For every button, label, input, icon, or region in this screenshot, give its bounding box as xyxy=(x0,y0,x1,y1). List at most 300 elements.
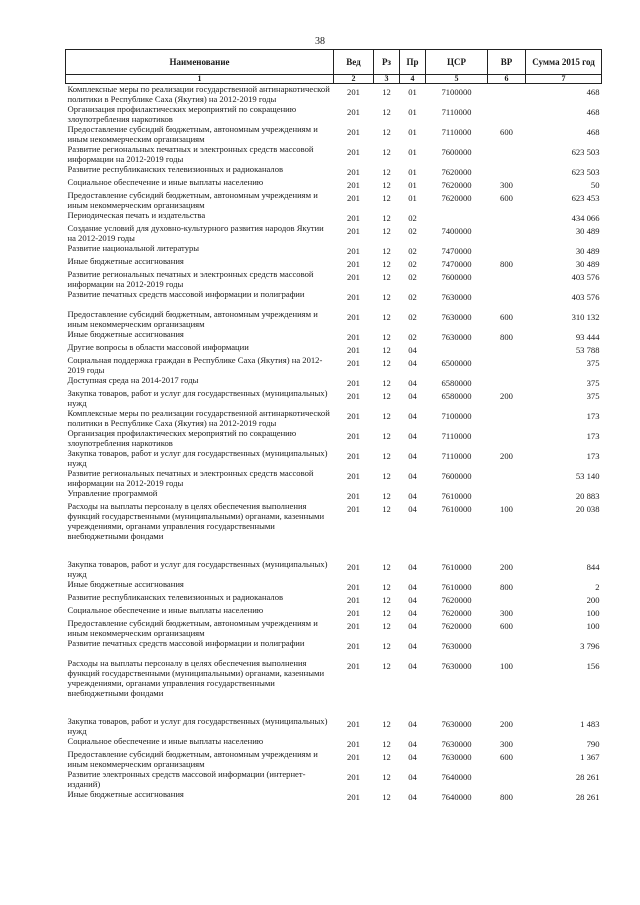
row-sum: 468 xyxy=(586,107,600,117)
row-vr xyxy=(488,243,526,256)
column-number: 7 xyxy=(526,75,602,84)
row-csr: 7400000 xyxy=(441,226,472,236)
table-row xyxy=(66,716,602,736)
row-rz: 12 xyxy=(382,451,391,461)
row-name: Развитие электронных средств массовой информации (интернет-изданий) xyxy=(67,769,306,789)
row-pr: 04 xyxy=(408,595,417,605)
row-sum: 53 140 xyxy=(575,471,600,481)
row-csr: 6580000 xyxy=(441,391,472,401)
row-sum: 375 xyxy=(586,391,600,401)
row-rz: 12 xyxy=(382,193,391,203)
row-pr: 04 xyxy=(408,608,417,618)
row-ved: 201 xyxy=(347,451,360,461)
row-vr xyxy=(488,428,526,448)
row-sum: 100 xyxy=(586,621,600,631)
row-vr: 200 xyxy=(500,719,513,729)
row-sum: 2 xyxy=(595,582,600,592)
row-rz: 12 xyxy=(382,504,391,514)
table-row xyxy=(66,289,602,309)
row-ved: 201 xyxy=(347,562,360,572)
row-csr xyxy=(426,342,488,355)
row-name: Развитие республиканских телевизионных и радиоканалов xyxy=(67,164,284,174)
row-csr: 7610000 xyxy=(441,562,472,572)
row-vr: 800 xyxy=(500,582,513,592)
row-vr xyxy=(488,355,526,375)
row-rz: 12 xyxy=(382,719,391,729)
row-csr: 6580000 xyxy=(441,378,472,388)
row-ved: 201 xyxy=(347,792,360,802)
row-pr: 04 xyxy=(408,641,417,651)
row-rz: 12 xyxy=(382,213,391,223)
table-row xyxy=(66,329,602,342)
row-name: Создание условий для духовно-культурного развития народов Якутии на 2012-2019 годы xyxy=(67,223,324,243)
row-name: Периодическая печать и издательства xyxy=(67,210,206,220)
column-number: 1 xyxy=(66,75,334,84)
table-row xyxy=(66,501,602,559)
row-vr xyxy=(488,210,526,223)
table-row xyxy=(66,164,602,177)
row-csr: 7100000 xyxy=(441,411,472,421)
row-pr: 01 xyxy=(408,180,417,190)
row-ved: 201 xyxy=(347,504,360,514)
row-csr: 7630000 xyxy=(441,661,472,671)
row-csr: 7620000 xyxy=(441,167,472,177)
row-vr: 600 xyxy=(500,193,513,203)
row-rz: 12 xyxy=(382,582,391,592)
column-number: 5 xyxy=(426,75,488,84)
row-ved: 201 xyxy=(347,272,360,282)
row-csr: 7630000 xyxy=(441,719,472,729)
table-header-row xyxy=(66,50,602,75)
row-pr: 02 xyxy=(408,246,417,256)
row-pr: 04 xyxy=(408,471,417,481)
row-csr: 7600000 xyxy=(441,471,472,481)
table-row xyxy=(66,638,602,658)
header-rz: Рз xyxy=(374,50,400,75)
table-row xyxy=(66,488,602,501)
table-row xyxy=(66,388,602,408)
row-sum: 100 xyxy=(586,608,600,618)
row-ved: 201 xyxy=(347,391,360,401)
row-name: Развитие национальной литературы xyxy=(67,243,200,253)
row-sum: 623 453 xyxy=(571,193,600,203)
row-rz: 12 xyxy=(382,595,391,605)
row-sum: 3 796 xyxy=(580,641,600,651)
row-name: Управление программой xyxy=(67,488,158,498)
row-sum: 468 xyxy=(586,127,600,137)
row-vr: 200 xyxy=(500,451,513,461)
row-ved: 201 xyxy=(347,358,360,368)
row-pr: 04 xyxy=(408,431,417,441)
row-vr: 600 xyxy=(500,312,513,322)
row-ved: 201 xyxy=(347,193,360,203)
column-number: 3 xyxy=(374,75,400,84)
row-csr: 7110000 xyxy=(441,127,472,137)
row-pr: 01 xyxy=(408,127,417,137)
budget-table xyxy=(65,49,602,802)
row-rz: 12 xyxy=(382,332,391,342)
row-ved: 201 xyxy=(347,772,360,782)
row-ved: 201 xyxy=(347,641,360,651)
row-ved: 201 xyxy=(347,608,360,618)
row-pr: 04 xyxy=(408,391,417,401)
row-csr: 7630000 xyxy=(441,292,472,302)
row-rz: 12 xyxy=(382,431,391,441)
row-csr: 6500000 xyxy=(441,358,472,368)
table-body xyxy=(66,84,602,803)
row-ved: 201 xyxy=(347,226,360,236)
table-row xyxy=(66,448,602,468)
row-vr xyxy=(488,342,526,355)
row-vr xyxy=(488,592,526,605)
row-sum: 28 261 xyxy=(575,792,600,802)
row-ved: 201 xyxy=(347,431,360,441)
row-sum: 844 xyxy=(586,562,600,572)
row-sum: 30 489 xyxy=(575,246,600,256)
row-vr xyxy=(488,375,526,388)
row-vr: 600 xyxy=(500,621,513,631)
row-name: Закупка товаров, работ и услуг для государственных (муниципальных) нужд xyxy=(67,388,328,408)
row-name: Развитие региональных печатных и электронных средств массовой информации на 2012-2019 годы xyxy=(67,468,314,488)
table-row xyxy=(66,104,602,124)
row-rz: 12 xyxy=(382,378,391,388)
row-name: Социальное обеспечение и иные выплаты населению xyxy=(67,177,264,187)
row-sum: 1 367 xyxy=(580,752,600,762)
row-pr: 01 xyxy=(408,107,417,117)
row-pr: 04 xyxy=(408,582,417,592)
column-number: 4 xyxy=(400,75,426,84)
row-ved: 201 xyxy=(347,127,360,137)
row-rz: 12 xyxy=(382,491,391,501)
table-row xyxy=(66,355,602,375)
row-csr: 7110000 xyxy=(441,431,472,441)
row-rz: 12 xyxy=(382,471,391,481)
row-sum: 434 066 xyxy=(571,213,600,223)
row-csr: 7470000 xyxy=(441,246,472,256)
header-ved: Вед xyxy=(334,50,374,75)
row-pr: 04 xyxy=(408,504,417,514)
row-csr: 7630000 xyxy=(441,739,472,749)
row-pr: 02 xyxy=(408,332,417,342)
row-sum: 310 132 xyxy=(571,312,600,322)
row-csr: 7620000 xyxy=(441,621,472,631)
row-pr: 02 xyxy=(408,292,417,302)
row-csr: 7600000 xyxy=(441,147,472,157)
row-vr: 200 xyxy=(500,562,513,572)
row-name: Предоставление субсидий бюджетным, автономным учреждениям и иным некоммерческим организациям xyxy=(67,309,318,329)
row-csr: 7640000 xyxy=(441,792,472,802)
row-csr: 7600000 xyxy=(441,272,472,282)
header-vr: ВР xyxy=(488,50,526,75)
row-ved: 201 xyxy=(347,471,360,481)
column-number: 2 xyxy=(334,75,374,84)
row-csr: 7610000 xyxy=(441,504,472,514)
row-name: Комплексные меры по реализации государственной антинаркотической политики в Республике Саха (Якутия) на 2012-2019 годы xyxy=(67,84,330,104)
row-pr: 04 xyxy=(408,752,417,762)
table-row xyxy=(66,256,602,269)
table-row xyxy=(66,658,602,716)
table-row xyxy=(66,309,602,329)
row-sum: 623 503 xyxy=(571,167,600,177)
row-pr: 02 xyxy=(408,312,417,322)
row-rz: 12 xyxy=(382,661,391,671)
row-vr: 100 xyxy=(500,504,513,514)
row-rz: 12 xyxy=(382,127,391,137)
table-row xyxy=(66,408,602,428)
row-name: Предоставление субсидий бюджетным, автономным учреждениям и иным некоммерческим организациям xyxy=(67,190,318,210)
row-name: Развитие печатных средств массовой информации и полиграфии xyxy=(67,289,305,299)
row-rz: 12 xyxy=(382,358,391,368)
row-ved: 201 xyxy=(347,582,360,592)
row-rz: 12 xyxy=(382,180,391,190)
row-name: Расходы на выплаты персоналу в целях обеспечения выполнения функций государственными (муниципальными) органами, казенными учреждениями, органами управления государственными внебюджетными фондами xyxy=(67,658,325,698)
row-sum: 20 883 xyxy=(575,491,600,501)
row-sum: 156 xyxy=(586,661,600,671)
row-name: Закупка товаров, работ и услуг для государственных (муниципальных) нужд xyxy=(67,448,328,468)
row-ved: 201 xyxy=(347,246,360,256)
row-rz: 12 xyxy=(382,312,391,322)
row-pr: 04 xyxy=(408,739,417,749)
table-row xyxy=(66,605,602,618)
table-row xyxy=(66,559,602,579)
row-rz: 12 xyxy=(382,107,391,117)
row-vr xyxy=(488,769,526,789)
row-sum: 173 xyxy=(586,411,600,421)
row-name: Иные бюджетные ассигнования xyxy=(67,579,184,589)
row-csr: 7470000 xyxy=(441,259,472,269)
row-pr: 04 xyxy=(408,772,417,782)
row-name: Социальное обеспечение и иные выплаты населению xyxy=(67,605,264,615)
row-name: Развитие региональных печатных и электронных средств массовой информации на 2012-2019 годы xyxy=(67,269,314,289)
row-pr: 04 xyxy=(408,378,417,388)
table-row xyxy=(66,84,602,105)
row-vr: 100 xyxy=(500,661,513,671)
table-row xyxy=(66,190,602,210)
row-pr: 01 xyxy=(408,87,417,97)
row-pr: 04 xyxy=(408,621,417,631)
row-ved: 201 xyxy=(347,378,360,388)
row-ved: 201 xyxy=(347,312,360,322)
table-row xyxy=(66,342,602,355)
row-sum: 28 261 xyxy=(575,772,600,782)
row-name: Закупка товаров, работ и услуг для государственных (муниципальных) нужд xyxy=(67,559,328,579)
row-csr: 7630000 xyxy=(441,332,472,342)
row-name: Социальная поддержка граждан в Республике Саха (Якутия) на 2012-2019 годы xyxy=(67,355,323,375)
row-ved: 201 xyxy=(347,107,360,117)
row-rz: 12 xyxy=(382,411,391,421)
table-row xyxy=(66,243,602,256)
row-ved: 201 xyxy=(347,147,360,157)
row-vr xyxy=(488,638,526,658)
row-rz: 12 xyxy=(382,752,391,762)
row-name: Предоставление субсидий бюджетным, автономным учреждениям и иным некоммерческим организациям xyxy=(67,124,318,144)
row-pr: 04 xyxy=(408,345,417,355)
row-name: Предоставление субсидий бюджетным, автономным учреждениям и иным некоммерческим организациям xyxy=(67,749,318,769)
column-number-row xyxy=(66,75,602,84)
row-sum: 173 xyxy=(586,431,600,441)
row-sum: 468 xyxy=(586,87,600,97)
table-row xyxy=(66,375,602,388)
row-rz: 12 xyxy=(382,608,391,618)
row-rz: 12 xyxy=(382,562,391,572)
row-csr xyxy=(426,210,488,223)
row-name: Организация профилактических мероприятий по сокращению злоупотребления наркотиков xyxy=(67,104,297,124)
row-vr xyxy=(488,269,526,289)
row-csr: 7630000 xyxy=(441,752,472,762)
row-ved: 201 xyxy=(347,213,360,223)
table-row xyxy=(66,789,602,802)
table-row xyxy=(66,592,602,605)
row-vr: 800 xyxy=(500,332,513,342)
row-sum: 20 038 xyxy=(575,504,600,514)
row-vr xyxy=(488,84,526,105)
row-vr: 800 xyxy=(500,259,513,269)
row-sum: 375 xyxy=(586,378,600,388)
table-row xyxy=(66,269,602,289)
row-rz: 12 xyxy=(382,167,391,177)
table-row xyxy=(66,124,602,144)
row-sum: 790 xyxy=(586,739,600,749)
row-rz: 12 xyxy=(382,246,391,256)
row-pr: 04 xyxy=(408,719,417,729)
row-vr xyxy=(488,164,526,177)
row-rz: 12 xyxy=(382,87,391,97)
row-pr: 01 xyxy=(408,147,417,157)
row-rz: 12 xyxy=(382,391,391,401)
row-name: Организация профилактических мероприятий по сокращению злоупотребления наркотиков xyxy=(67,428,297,448)
row-ved: 201 xyxy=(347,621,360,631)
header-csr: ЦСР xyxy=(426,50,488,75)
row-sum: 403 576 xyxy=(571,292,600,302)
row-sum: 30 489 xyxy=(575,226,600,236)
row-pr: 04 xyxy=(408,451,417,461)
row-pr: 02 xyxy=(408,226,417,236)
row-vr: 600 xyxy=(500,127,513,137)
header-sum: Сумма 2015 год xyxy=(526,50,602,75)
row-csr: 7110000 xyxy=(441,107,472,117)
row-csr: 7610000 xyxy=(441,582,472,592)
row-csr: 7620000 xyxy=(441,180,472,190)
row-ved: 201 xyxy=(347,259,360,269)
row-name: Комплексные меры по реализации государственной антинаркотической политики в Республике Саха (Якутия) на 2012-2019 годы xyxy=(67,408,330,428)
row-vr: 300 xyxy=(500,739,513,749)
table-row xyxy=(66,736,602,749)
row-csr: 7630000 xyxy=(441,312,472,322)
row-name: Иные бюджетные ассигнования xyxy=(67,256,184,266)
row-ved: 201 xyxy=(347,752,360,762)
row-vr: 300 xyxy=(500,180,513,190)
row-name: Иные бюджетные ассигнования xyxy=(67,789,184,799)
row-pr: 01 xyxy=(408,193,417,203)
page-number: 38 xyxy=(315,36,325,47)
row-ved: 201 xyxy=(347,719,360,729)
row-csr: 7640000 xyxy=(441,772,472,782)
row-ved: 201 xyxy=(347,332,360,342)
row-name: Социальное обеспечение и иные выплаты населению xyxy=(67,736,264,746)
row-csr: 7630000 xyxy=(441,641,472,651)
row-csr: 7620000 xyxy=(441,193,472,203)
row-rz: 12 xyxy=(382,621,391,631)
row-ved: 201 xyxy=(347,661,360,671)
row-pr: 04 xyxy=(408,792,417,802)
row-sum: 93 444 xyxy=(575,332,600,342)
row-name: Развитие республиканских телевизионных и радиоканалов xyxy=(67,592,284,602)
row-rz: 12 xyxy=(382,272,391,282)
column-number: 6 xyxy=(488,75,526,84)
row-ved: 201 xyxy=(347,167,360,177)
row-rz: 12 xyxy=(382,259,391,269)
row-sum: 53 788 xyxy=(575,345,600,355)
row-sum: 623 503 xyxy=(571,147,600,157)
row-name: Доступная среда на 2014-2017 годы xyxy=(67,375,199,385)
row-vr xyxy=(488,144,526,164)
row-ved: 201 xyxy=(347,491,360,501)
row-ved: 201 xyxy=(347,292,360,302)
row-rz: 12 xyxy=(382,226,391,236)
row-ved: 201 xyxy=(347,411,360,421)
table-row xyxy=(66,210,602,223)
row-vr xyxy=(488,104,526,124)
row-rz: 12 xyxy=(382,641,391,651)
row-pr: 04 xyxy=(408,358,417,368)
row-sum: 403 576 xyxy=(571,272,600,282)
row-sum: 50 xyxy=(590,180,600,190)
table-row xyxy=(66,579,602,592)
row-vr: 300 xyxy=(500,608,513,618)
row-name: Развитие региональных печатных и электронных средств массовой информации на 2012-2019 годы xyxy=(67,144,314,164)
row-name: Расходы на выплаты персоналу в целях обеспечения выполнения функций государственными (муниципальными) органами, казенными учреждениями, органами управления государственными внебюджетными фондами xyxy=(67,501,325,541)
row-csr: 7620000 xyxy=(441,595,472,605)
row-sum: 375 xyxy=(586,358,600,368)
row-vr: 200 xyxy=(500,391,513,401)
table-row xyxy=(66,749,602,769)
row-pr: 02 xyxy=(408,213,417,223)
row-vr xyxy=(488,289,526,309)
row-csr: 7620000 xyxy=(441,608,472,618)
row-pr: 04 xyxy=(408,562,417,572)
row-rz: 12 xyxy=(382,147,391,157)
row-pr: 02 xyxy=(408,272,417,282)
row-vr: 600 xyxy=(500,752,513,762)
row-pr: 04 xyxy=(408,491,417,501)
row-pr: 04 xyxy=(408,411,417,421)
header-pr: Пр xyxy=(400,50,426,75)
row-ved: 201 xyxy=(347,739,360,749)
row-sum: 200 xyxy=(586,595,600,605)
row-ved: 201 xyxy=(347,595,360,605)
table-row xyxy=(66,618,602,638)
row-ved: 201 xyxy=(347,345,360,355)
row-name: Другие вопросы в области массовой информации xyxy=(67,342,249,352)
row-rz: 12 xyxy=(382,772,391,782)
row-sum: 173 xyxy=(586,451,600,461)
row-name: Иные бюджетные ассигнования xyxy=(67,329,184,339)
row-ved: 201 xyxy=(347,180,360,190)
row-csr: 7110000 xyxy=(441,451,472,461)
row-rz: 12 xyxy=(382,792,391,802)
row-csr: 7610000 xyxy=(441,491,472,501)
row-sum: 1 483 xyxy=(580,719,600,729)
row-vr: 800 xyxy=(500,792,513,802)
row-rz: 12 xyxy=(382,292,391,302)
table-row xyxy=(66,144,602,164)
table-row xyxy=(66,468,602,488)
row-vr xyxy=(488,468,526,488)
header-name: Наименование xyxy=(66,50,334,75)
row-name: Предоставление субсидий бюджетным, автономным учреждениям и иным некоммерческим организациям xyxy=(67,618,318,638)
row-rz: 12 xyxy=(382,739,391,749)
row-ved: 201 xyxy=(347,87,360,97)
